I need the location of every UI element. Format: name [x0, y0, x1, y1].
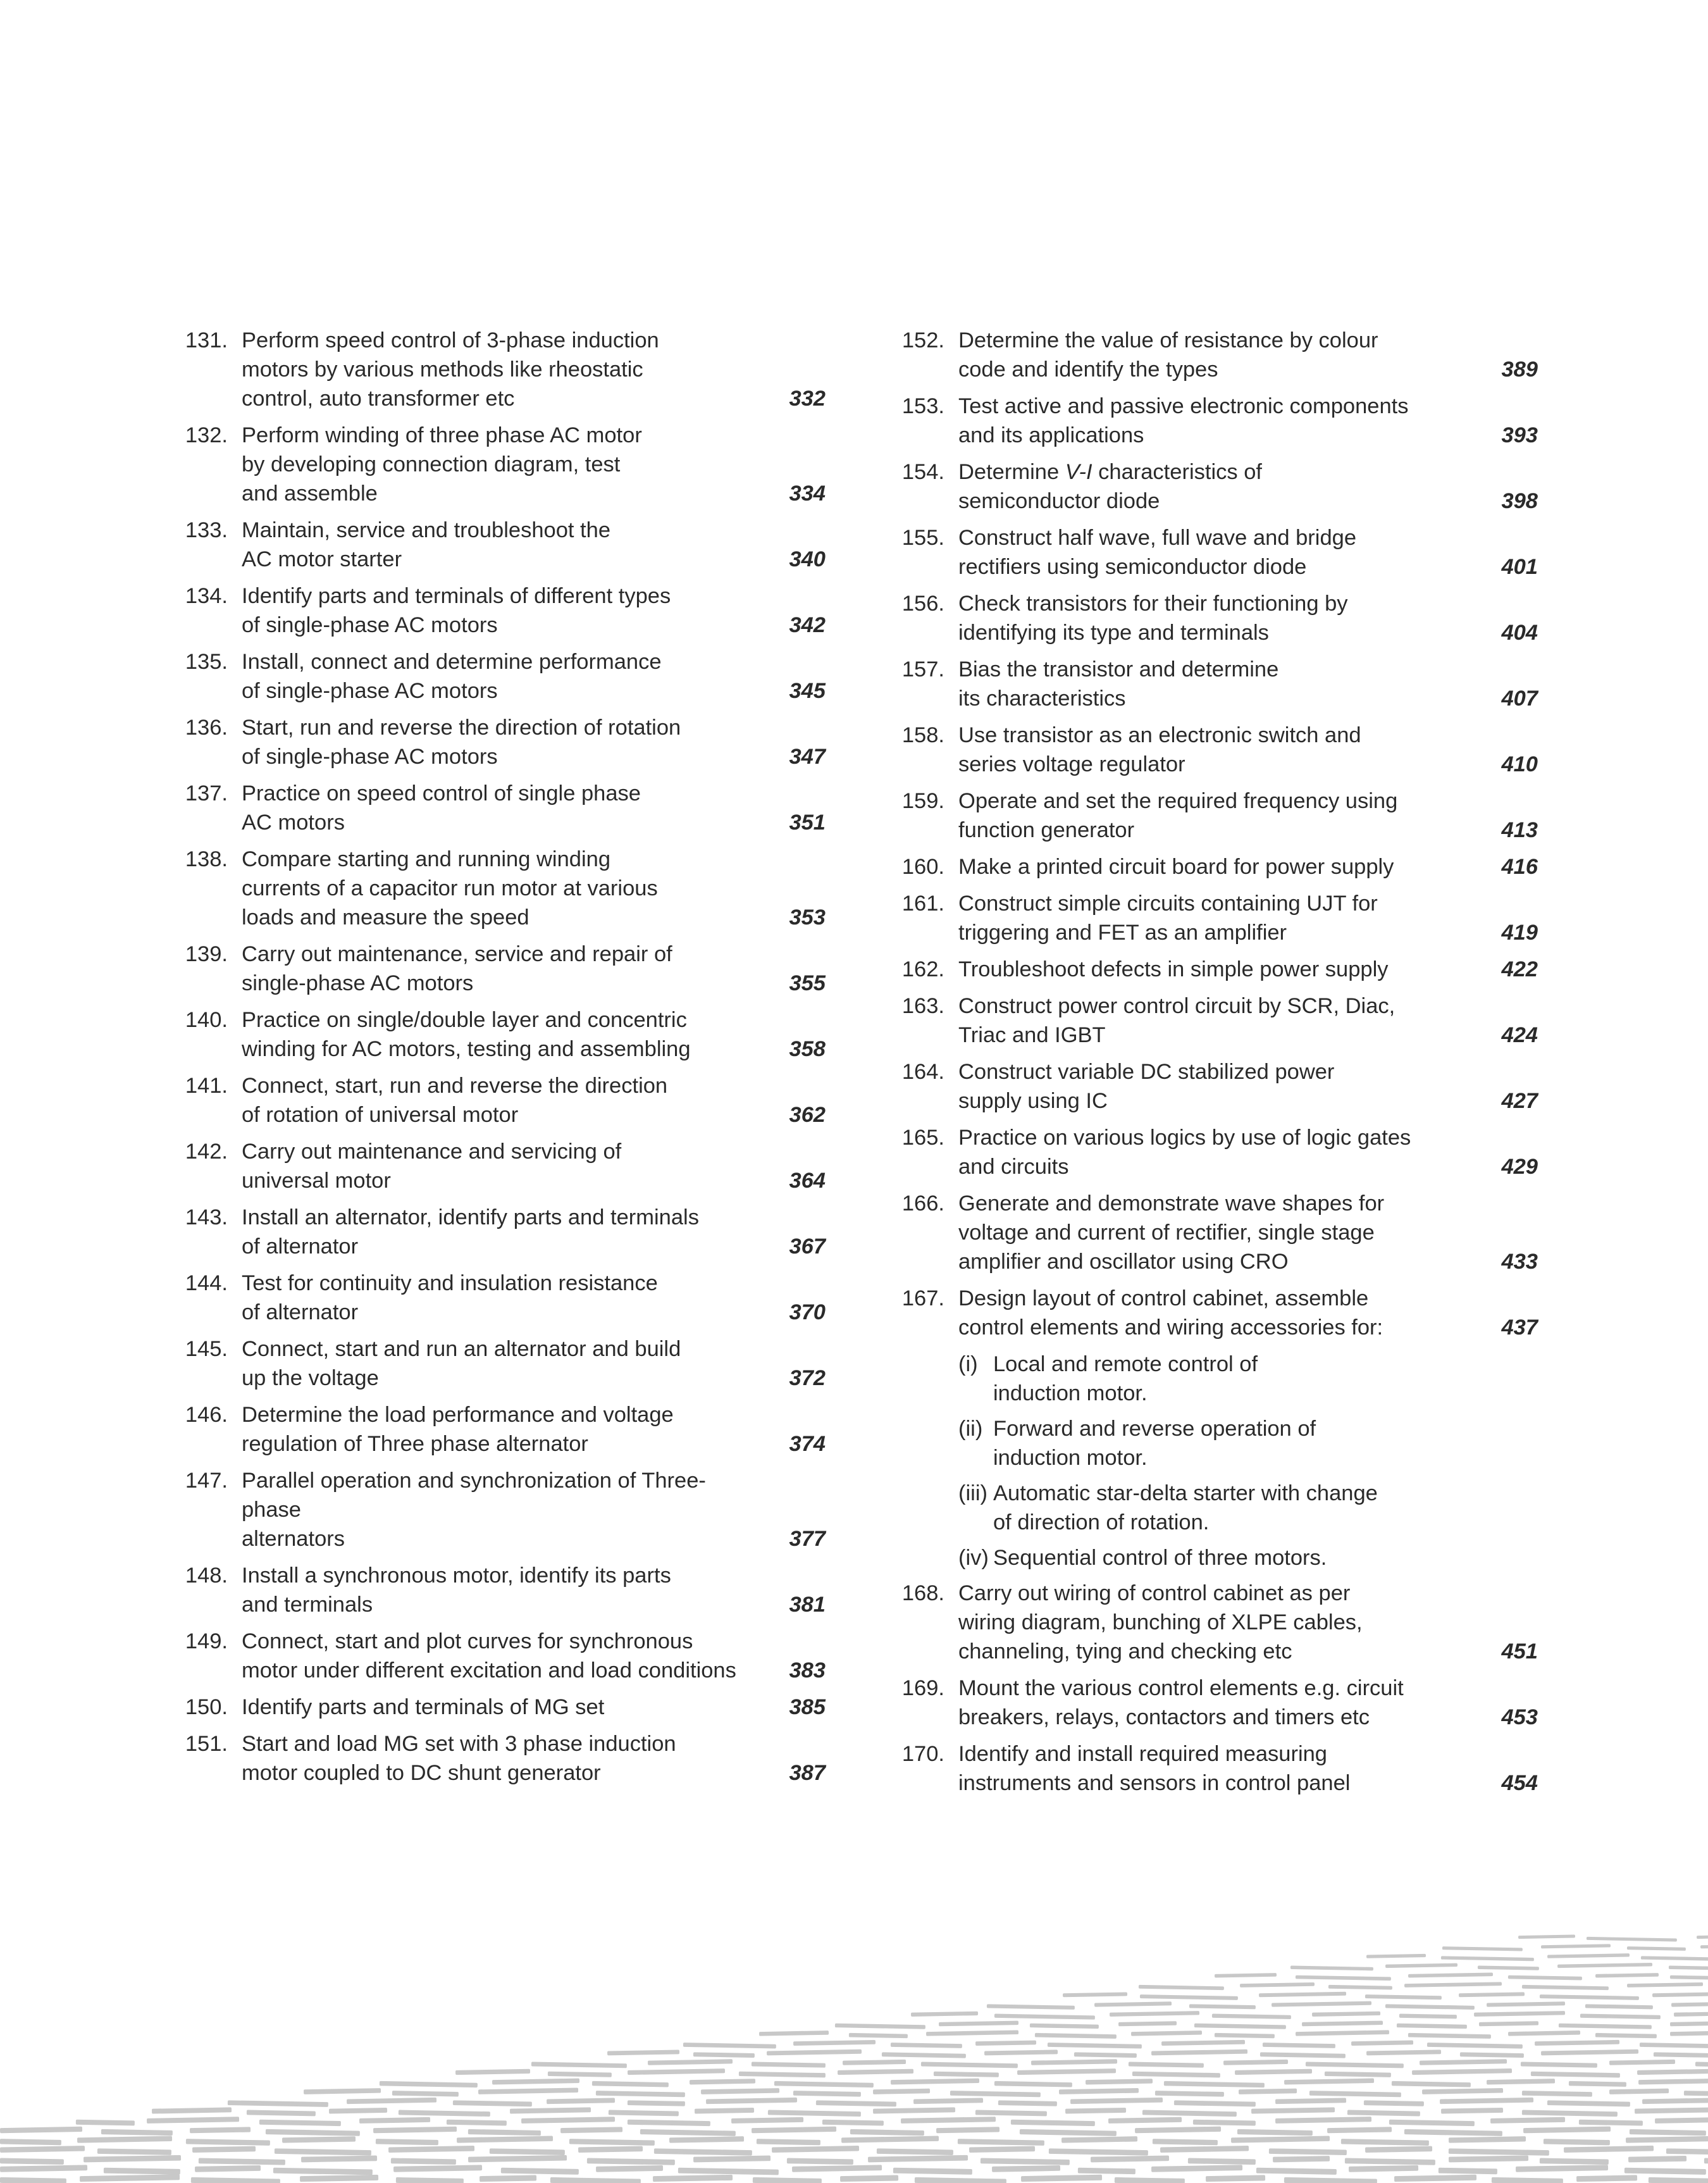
entry-page-number: 355 — [789, 971, 826, 995]
toc-entry — [878, 523, 1538, 582]
toc-entry — [161, 1627, 826, 1685]
toc-entry — [161, 1334, 826, 1393]
entry-number: 160. — [901, 855, 944, 879]
entry-number: 134. — [185, 584, 228, 608]
entry-page-number: 358 — [789, 1037, 826, 1061]
entry-number: 141. — [185, 1074, 228, 1098]
entry-page-number: 362 — [789, 1103, 826, 1127]
entry-number: 151. — [185, 1732, 228, 1756]
toc-entry — [878, 889, 1538, 947]
sub-entry-title: Local and remote control of induction motor. — [993, 1352, 1258, 1405]
toc-entry — [161, 1466, 826, 1553]
entry-number: 153. — [901, 394, 944, 418]
entry-number: 146. — [185, 1403, 228, 1427]
toc-entry — [878, 326, 1538, 384]
entry-number: 148. — [185, 1564, 228, 1588]
entry-title: Practice on single/double layer and concentric winding for AC motors, testing and assembling — [242, 1008, 691, 1061]
toc-entry — [878, 1189, 1538, 1276]
toc-entry — [878, 1579, 1538, 1666]
entry-number: 140. — [185, 1008, 228, 1032]
entry-page-number: 334 — [789, 482, 826, 506]
entry-page-number: 427 — [1501, 1089, 1538, 1113]
entry-number: 154. — [901, 460, 944, 484]
entry-number: 170. — [901, 1742, 944, 1766]
entry-title: Start, run and reverse the direction of rotation of single-phase AC motors — [242, 716, 681, 769]
entry-title: Troubleshoot defects in simple power supply — [958, 957, 1389, 981]
toc-entry — [161, 1071, 826, 1129]
entry-number: 142. — [185, 1140, 228, 1164]
toc-entry — [878, 1057, 1538, 1116]
entry-page-number: 407 — [1501, 687, 1538, 711]
entry-title: Mount the various control elements e.g. circuit breakers, relays, contactors and timers etc — [958, 1676, 1404, 1729]
entry-page-number: 377 — [789, 1527, 826, 1551]
toc-entry — [161, 647, 826, 706]
entry-number: 155. — [901, 526, 944, 550]
toc-entry — [878, 1123, 1538, 1181]
entry-title: Connect, start, run and reverse the direction of rotation of universal motor — [242, 1074, 668, 1127]
entry-title: Construct variable DC stabilized power supply using IC — [958, 1060, 1335, 1113]
toc-entry — [161, 1137, 826, 1195]
toc-entry — [161, 421, 826, 508]
entry-number: 163. — [901, 994, 944, 1018]
entry-title: Practice on speed control of single phase AC motors — [242, 781, 641, 835]
entry-title: Connect, start and run an alternator and build up the voltage — [242, 1337, 681, 1390]
entry-title: Identify parts and terminals of different types of single-phase AC motors — [242, 584, 671, 637]
entry-title: Identify parts and terminals of MG set — [242, 1695, 605, 1719]
toc-entry — [878, 457, 1538, 516]
entry-page-number: 351 — [789, 811, 826, 835]
entry-number: 166. — [901, 1191, 944, 1216]
toc-entry — [161, 1561, 826, 1619]
entry-title: Connect, start and plot curves for synchronous motor under different excitation and load conditions — [242, 1629, 736, 1682]
entry-page-number: 401 — [1501, 555, 1538, 579]
toc-entry — [161, 940, 826, 998]
entry-number: 158. — [901, 723, 944, 747]
entry-title: Maintain, service and troubleshoot the AC motor starter — [242, 518, 611, 571]
toc-sub-entry — [878, 1414, 1538, 1472]
sub-entry-number: (ii) — [958, 1417, 983, 1441]
entry-page-number: 347 — [789, 745, 826, 769]
entry-title: Practice on various logics by use of logic gates and circuits — [958, 1126, 1411, 1179]
entry-title: Determine the value of resistance by colour code and identify the types — [958, 328, 1378, 382]
entry-page-number: 413 — [1501, 818, 1538, 842]
entry-page-number: 364 — [789, 1169, 826, 1193]
entry-number: 133. — [185, 518, 228, 542]
toc-left-column — [161, 326, 826, 1795]
entry-title: Use transistor as an electronic switch and series voltage regulator — [958, 723, 1361, 776]
sub-entry-number: (i) — [958, 1352, 978, 1376]
entry-number: 144. — [185, 1271, 228, 1295]
entry-title: Determine the load performance and voltage regulation of Three phase alternator — [242, 1403, 674, 1456]
toc-entry — [161, 713, 826, 771]
entry-page-number: 370 — [789, 1300, 826, 1324]
entry-number: 136. — [185, 716, 228, 740]
entry-number: 167. — [901, 1286, 944, 1310]
entry-page-number: 422 — [1501, 957, 1538, 981]
entry-number: 168. — [901, 1581, 944, 1605]
entry-number: 162. — [901, 957, 944, 981]
sub-entry-title: Sequential control of three motors. — [993, 1546, 1327, 1570]
entry-page-number: 410 — [1501, 752, 1538, 776]
toc-entry — [161, 1269, 826, 1327]
toc-entry — [878, 852, 1538, 881]
entry-title: Install, connect and determine performance of single-phase AC motors — [242, 650, 662, 703]
entry-title: Make a printed circuit board for power supply — [958, 855, 1394, 879]
entry-number: 131. — [185, 328, 228, 352]
entry-page-number: 454 — [1501, 1771, 1538, 1795]
toc-sub-entry — [878, 1543, 1538, 1572]
toc-entry — [878, 955, 1538, 984]
entry-page-number: 433 — [1501, 1250, 1538, 1274]
entry-number: 139. — [185, 942, 228, 966]
entry-number: 164. — [901, 1060, 944, 1084]
entry-number: 156. — [901, 592, 944, 616]
entry-number: 152. — [901, 328, 944, 352]
toc-entry — [161, 1729, 826, 1788]
entry-page-number: 367 — [789, 1235, 826, 1259]
entry-title: Carry out maintenance and servicing of universal motor — [242, 1140, 622, 1193]
entry-page-number: 393 — [1501, 423, 1538, 447]
toc-entry — [161, 1203, 826, 1261]
entry-number: 157. — [901, 657, 944, 681]
toc-entry — [161, 845, 826, 932]
entry-page-number: 381 — [789, 1593, 826, 1617]
entry-page-number: 345 — [789, 679, 826, 703]
entry-page-number: 451 — [1501, 1639, 1538, 1664]
entry-page-number: 387 — [789, 1761, 826, 1785]
toc-entry — [161, 516, 826, 574]
entry-title: Perform speed control of 3-phase induction motors by various methods like rheostatic control, auto transformer etc — [242, 328, 659, 411]
toc-entry — [878, 392, 1538, 450]
entry-number: 169. — [901, 1676, 944, 1700]
entry-title: Install an alternator, identify parts and terminals of alternator — [242, 1205, 699, 1259]
entry-number: 165. — [901, 1126, 944, 1150]
entry-page-number: 342 — [789, 613, 826, 637]
toc-entry — [161, 1693, 826, 1722]
entry-number: 159. — [901, 789, 944, 813]
entry-title: Construct simple circuits containing UJT for triggering and FET as an amplifier — [958, 892, 1378, 945]
entry-title: Carry out wiring of control cabinet as per wiring diagram, bunching of XLPE cables, channeling, tying and checking etc — [958, 1581, 1363, 1664]
entry-page-number: 453 — [1501, 1705, 1538, 1729]
entry-page-number: 429 — [1501, 1155, 1538, 1179]
entry-title: Bias the transistor and determine its characteristics — [958, 657, 1279, 711]
entry-page-number: 374 — [789, 1432, 826, 1456]
entry-page-number: 416 — [1501, 855, 1538, 879]
entry-number: 161. — [901, 892, 944, 916]
toc-entry — [878, 589, 1538, 647]
entry-page-number: 353 — [789, 905, 826, 930]
toc-entry — [161, 1005, 826, 1064]
entry-number: 149. — [185, 1629, 228, 1653]
entry-page-number: 332 — [789, 387, 826, 411]
toc-entry — [161, 1400, 826, 1458]
entry-page-number: 424 — [1501, 1023, 1538, 1047]
entry-title: Start and load MG set with 3 phase induction motor coupled to DC shunt generator — [242, 1732, 676, 1785]
entry-title: Parallel operation and synchronization of Three-phase alternators — [242, 1469, 706, 1551]
entry-page-number: 389 — [1501, 358, 1538, 382]
entry-number: 143. — [185, 1205, 228, 1229]
sub-entry-number: (iii) — [958, 1481, 987, 1505]
toc-sub-entry — [878, 1479, 1538, 1537]
entry-number: 132. — [185, 423, 228, 447]
entry-page-number: 340 — [789, 547, 826, 571]
toc-entry — [878, 992, 1538, 1050]
toc-entry — [161, 582, 826, 640]
entry-number: 138. — [185, 847, 228, 871]
toc-entry — [878, 1674, 1538, 1732]
entry-page-number: 419 — [1501, 921, 1538, 945]
entry-title: Identify and install required measuring instruments and sensors in control panel — [958, 1742, 1351, 1795]
toc-right-column — [878, 326, 1538, 1805]
decorative-stripe-band — [0, 1924, 1708, 2183]
entry-title: Generate and demonstrate wave shapes for voltage and current of rectifier, single stage amplifier and oscillator using CRO — [958, 1191, 1385, 1274]
entry-page-number: 385 — [789, 1695, 826, 1719]
entry-number: 137. — [185, 781, 228, 805]
toc-entry — [878, 655, 1538, 713]
sub-entry-title: Automatic star-delta starter with change of direction of rotation. — [993, 1481, 1378, 1534]
entry-title: Perform winding of three phase AC motor by developing connection diagram, test and assemble — [242, 423, 642, 506]
toc-entry — [161, 326, 826, 413]
entry-page-number: 372 — [789, 1366, 826, 1390]
entry-title: Carry out maintenance, service and repair of single-phase AC motors — [242, 942, 672, 995]
entry-title: Install a synchronous motor, identify its parts and terminals — [242, 1564, 671, 1617]
entry-number: 147. — [185, 1469, 228, 1493]
entry-page-number: 398 — [1501, 489, 1538, 513]
entry-number: 150. — [185, 1695, 228, 1719]
entry-title: Check transistors for their functioning by identifying its type and terminals — [958, 592, 1348, 645]
toc-entry — [878, 721, 1538, 779]
entry-title: Test for continuity and insulation resistance of alternator — [242, 1271, 658, 1324]
entry-title: Compare starting and running winding currents of a capacitor run motor at various loads and measure the speed — [242, 847, 658, 930]
entry-page-number: 437 — [1501, 1315, 1538, 1340]
entry-title: Test active and passive electronic components and its applications — [958, 394, 1409, 447]
entry-title: Construct power control circuit by SCR, Diac, Triac and IGBT — [958, 994, 1395, 1047]
sub-entry-number: (iv) — [958, 1546, 989, 1570]
entry-number: 145. — [185, 1337, 228, 1361]
entry-title: Construct half wave, full wave and bridge rectifiers using semiconductor diode — [958, 526, 1357, 579]
toc-entry — [878, 1284, 1538, 1342]
toc-entry — [878, 787, 1538, 845]
toc-entry — [161, 779, 826, 837]
entry-number: 135. — [185, 650, 228, 674]
entry-title: Design layout of control cabinet, assemble control elements and wiring accessories for: — [958, 1286, 1383, 1340]
entry-page-number: 404 — [1501, 621, 1538, 645]
toc-sub-entry — [878, 1350, 1538, 1408]
entry-title: Operate and set the required frequency using function generator — [958, 789, 1398, 842]
sub-entry-title: Forward and reverse operation of induction motor. — [993, 1417, 1316, 1470]
entry-title: Determine V-I characteristics of semiconductor diode — [958, 460, 1262, 513]
toc-entry — [878, 1739, 1538, 1798]
entry-page-number: 383 — [789, 1658, 826, 1682]
